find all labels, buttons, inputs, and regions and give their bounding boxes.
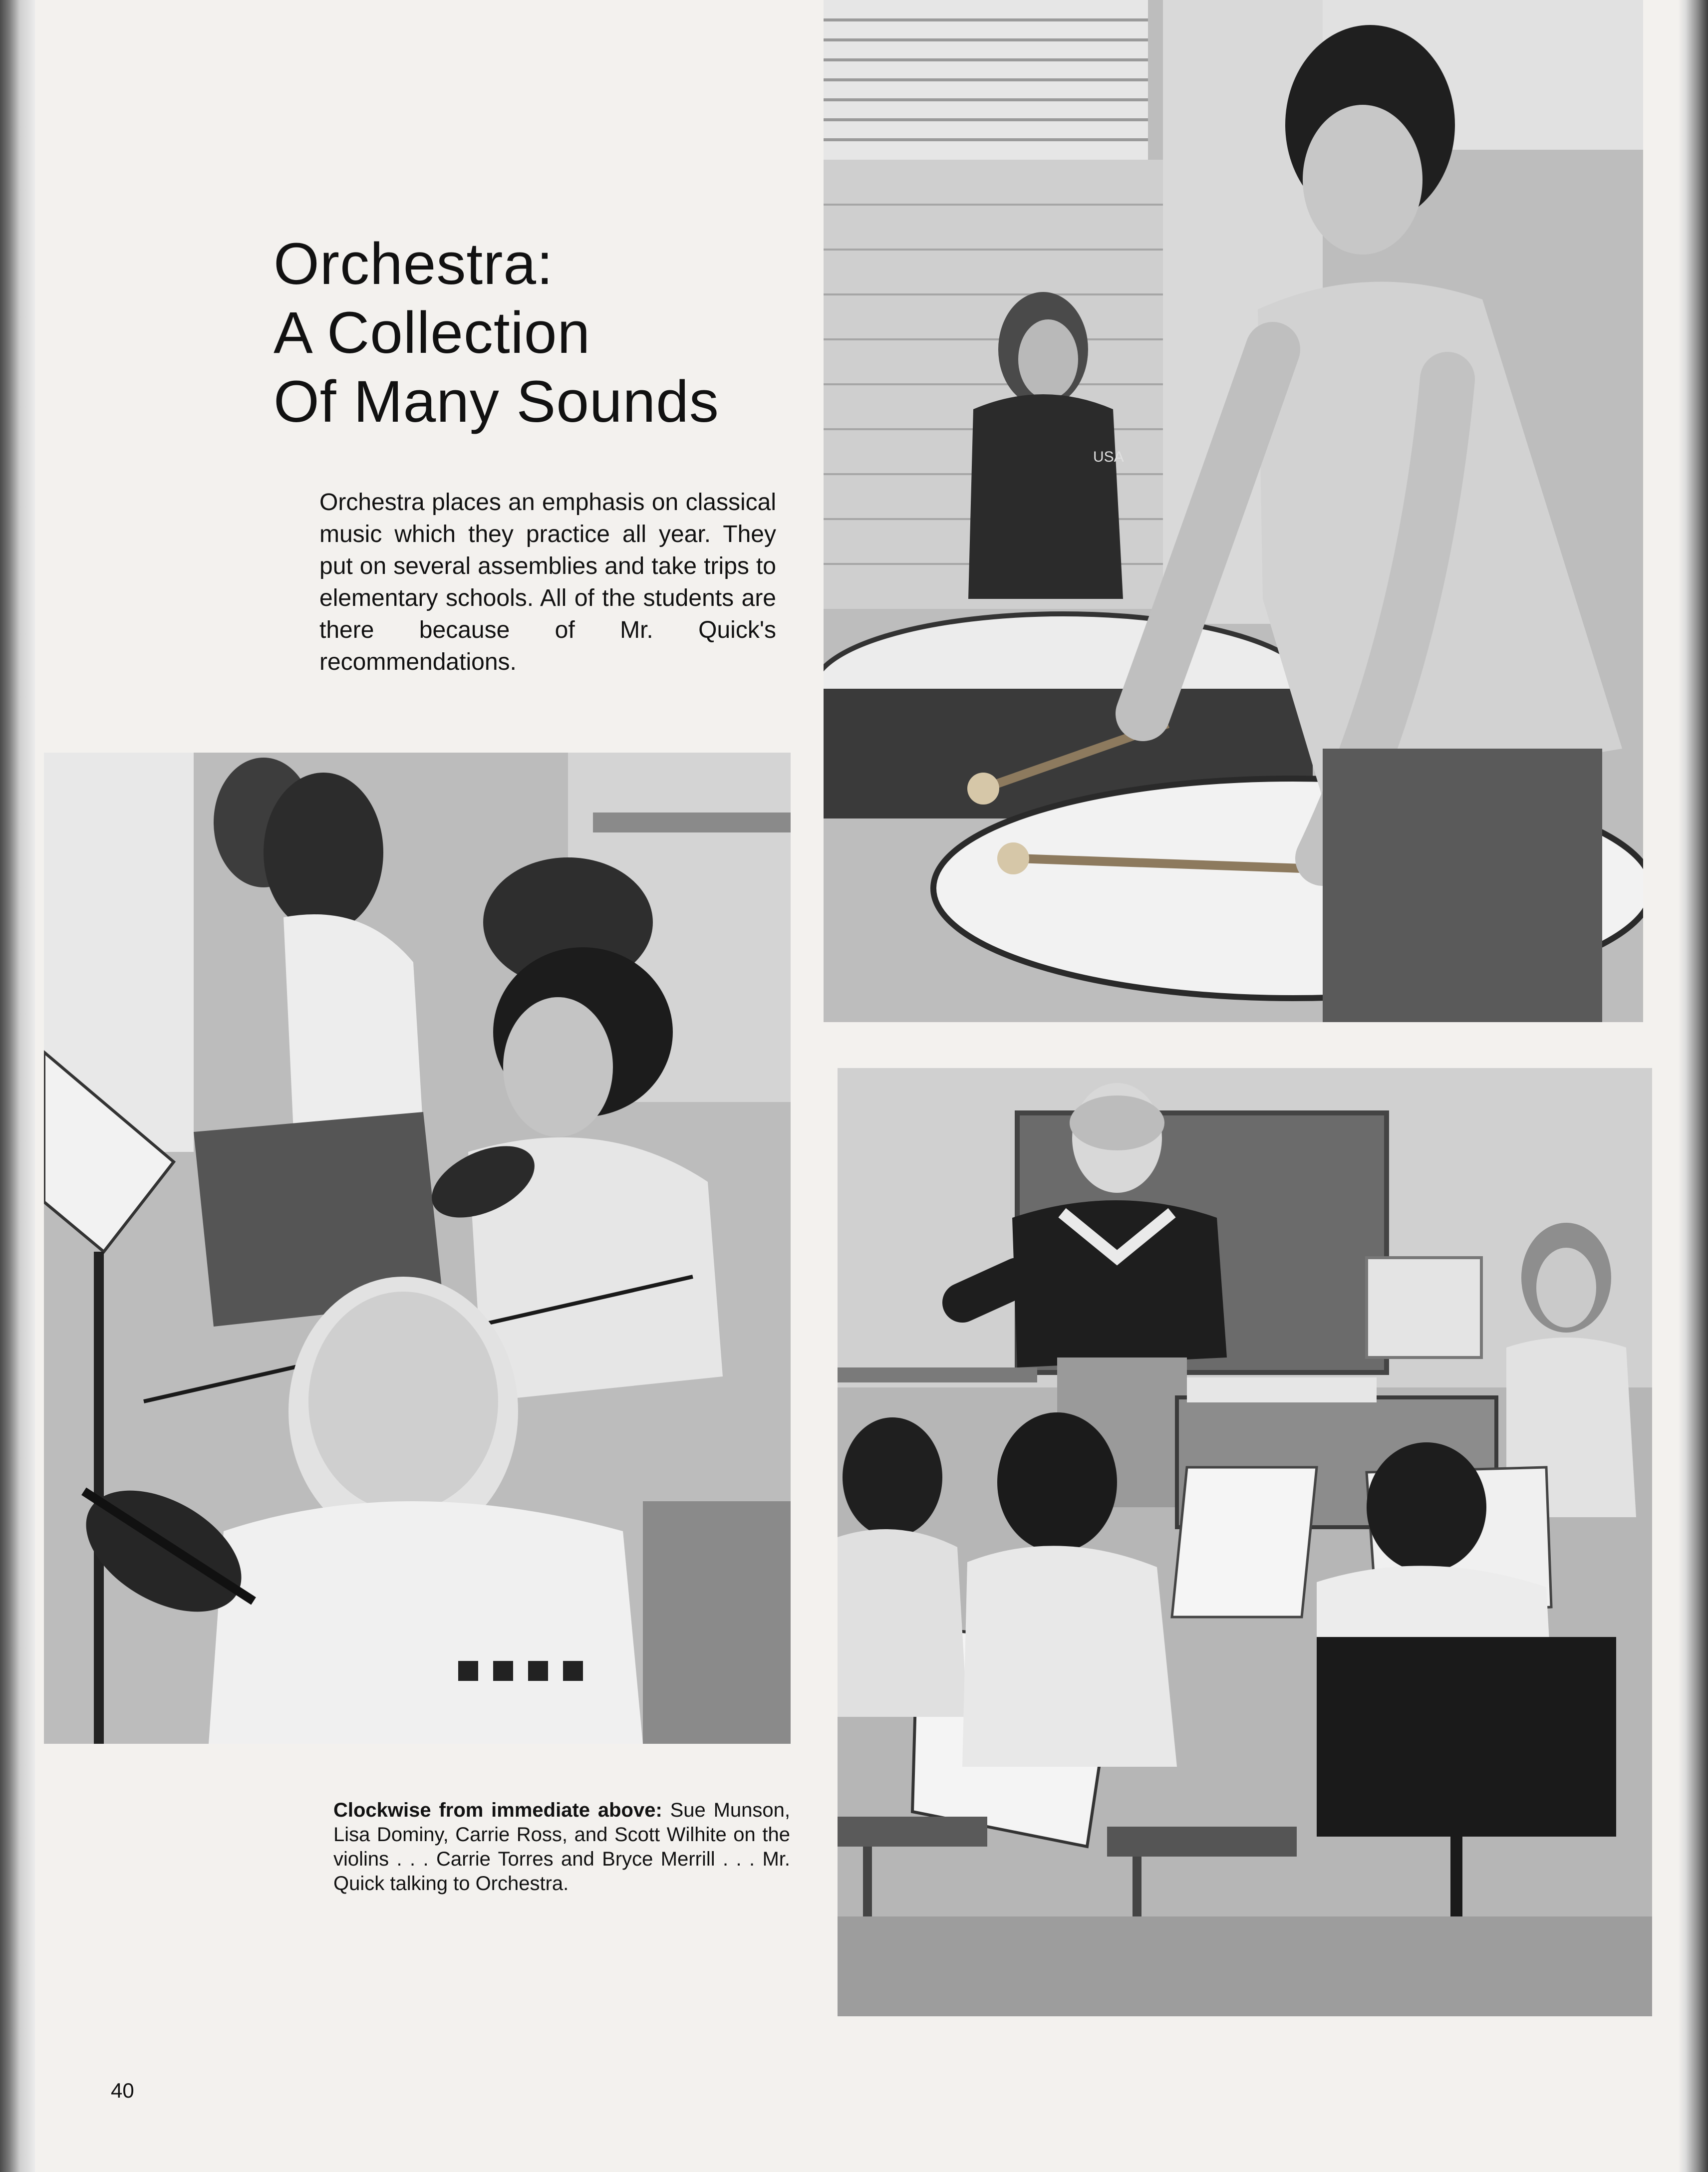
photo-violin-players (44, 753, 791, 1744)
timpani-photo-drawing (824, 0, 1643, 1022)
photo-teacher-orchestra (838, 1068, 1652, 2016)
caption-lead: Clockwise from immediate above: (333, 1799, 662, 1821)
title-line-2: A Collection (274, 300, 591, 366)
page-outer-edge (1678, 0, 1708, 2172)
usa-jacket-text: USA (1093, 449, 1124, 465)
title-line-1: Orchestra: (274, 231, 554, 297)
violins-photo-drawing (44, 753, 791, 1744)
caption-text: Sue Munson, Lisa Dominy, Carrie Ross, and Scott Wilhite on the violins . . . Carrie Torres and Bryce Merrill . . . Mr. Quick talking to Orchestra. (333, 1799, 790, 1895)
page-binding-edge (0, 0, 35, 2172)
teacher-photo-drawing (838, 1068, 1652, 2016)
photo-timpani-player (824, 0, 1643, 1022)
intro-paragraph: Orchestra places an emphasis on classical music which they practice all year. They put on several assemblies and take trips to elementary schools. All of the students are there because of Mr. Quick's recommendations. (319, 489, 776, 675)
photo-caption (333, 1798, 790, 1896)
page-title (274, 230, 823, 436)
page-number: 40 (111, 2079, 134, 2102)
title-line-3: Of Many Sounds (274, 369, 719, 435)
